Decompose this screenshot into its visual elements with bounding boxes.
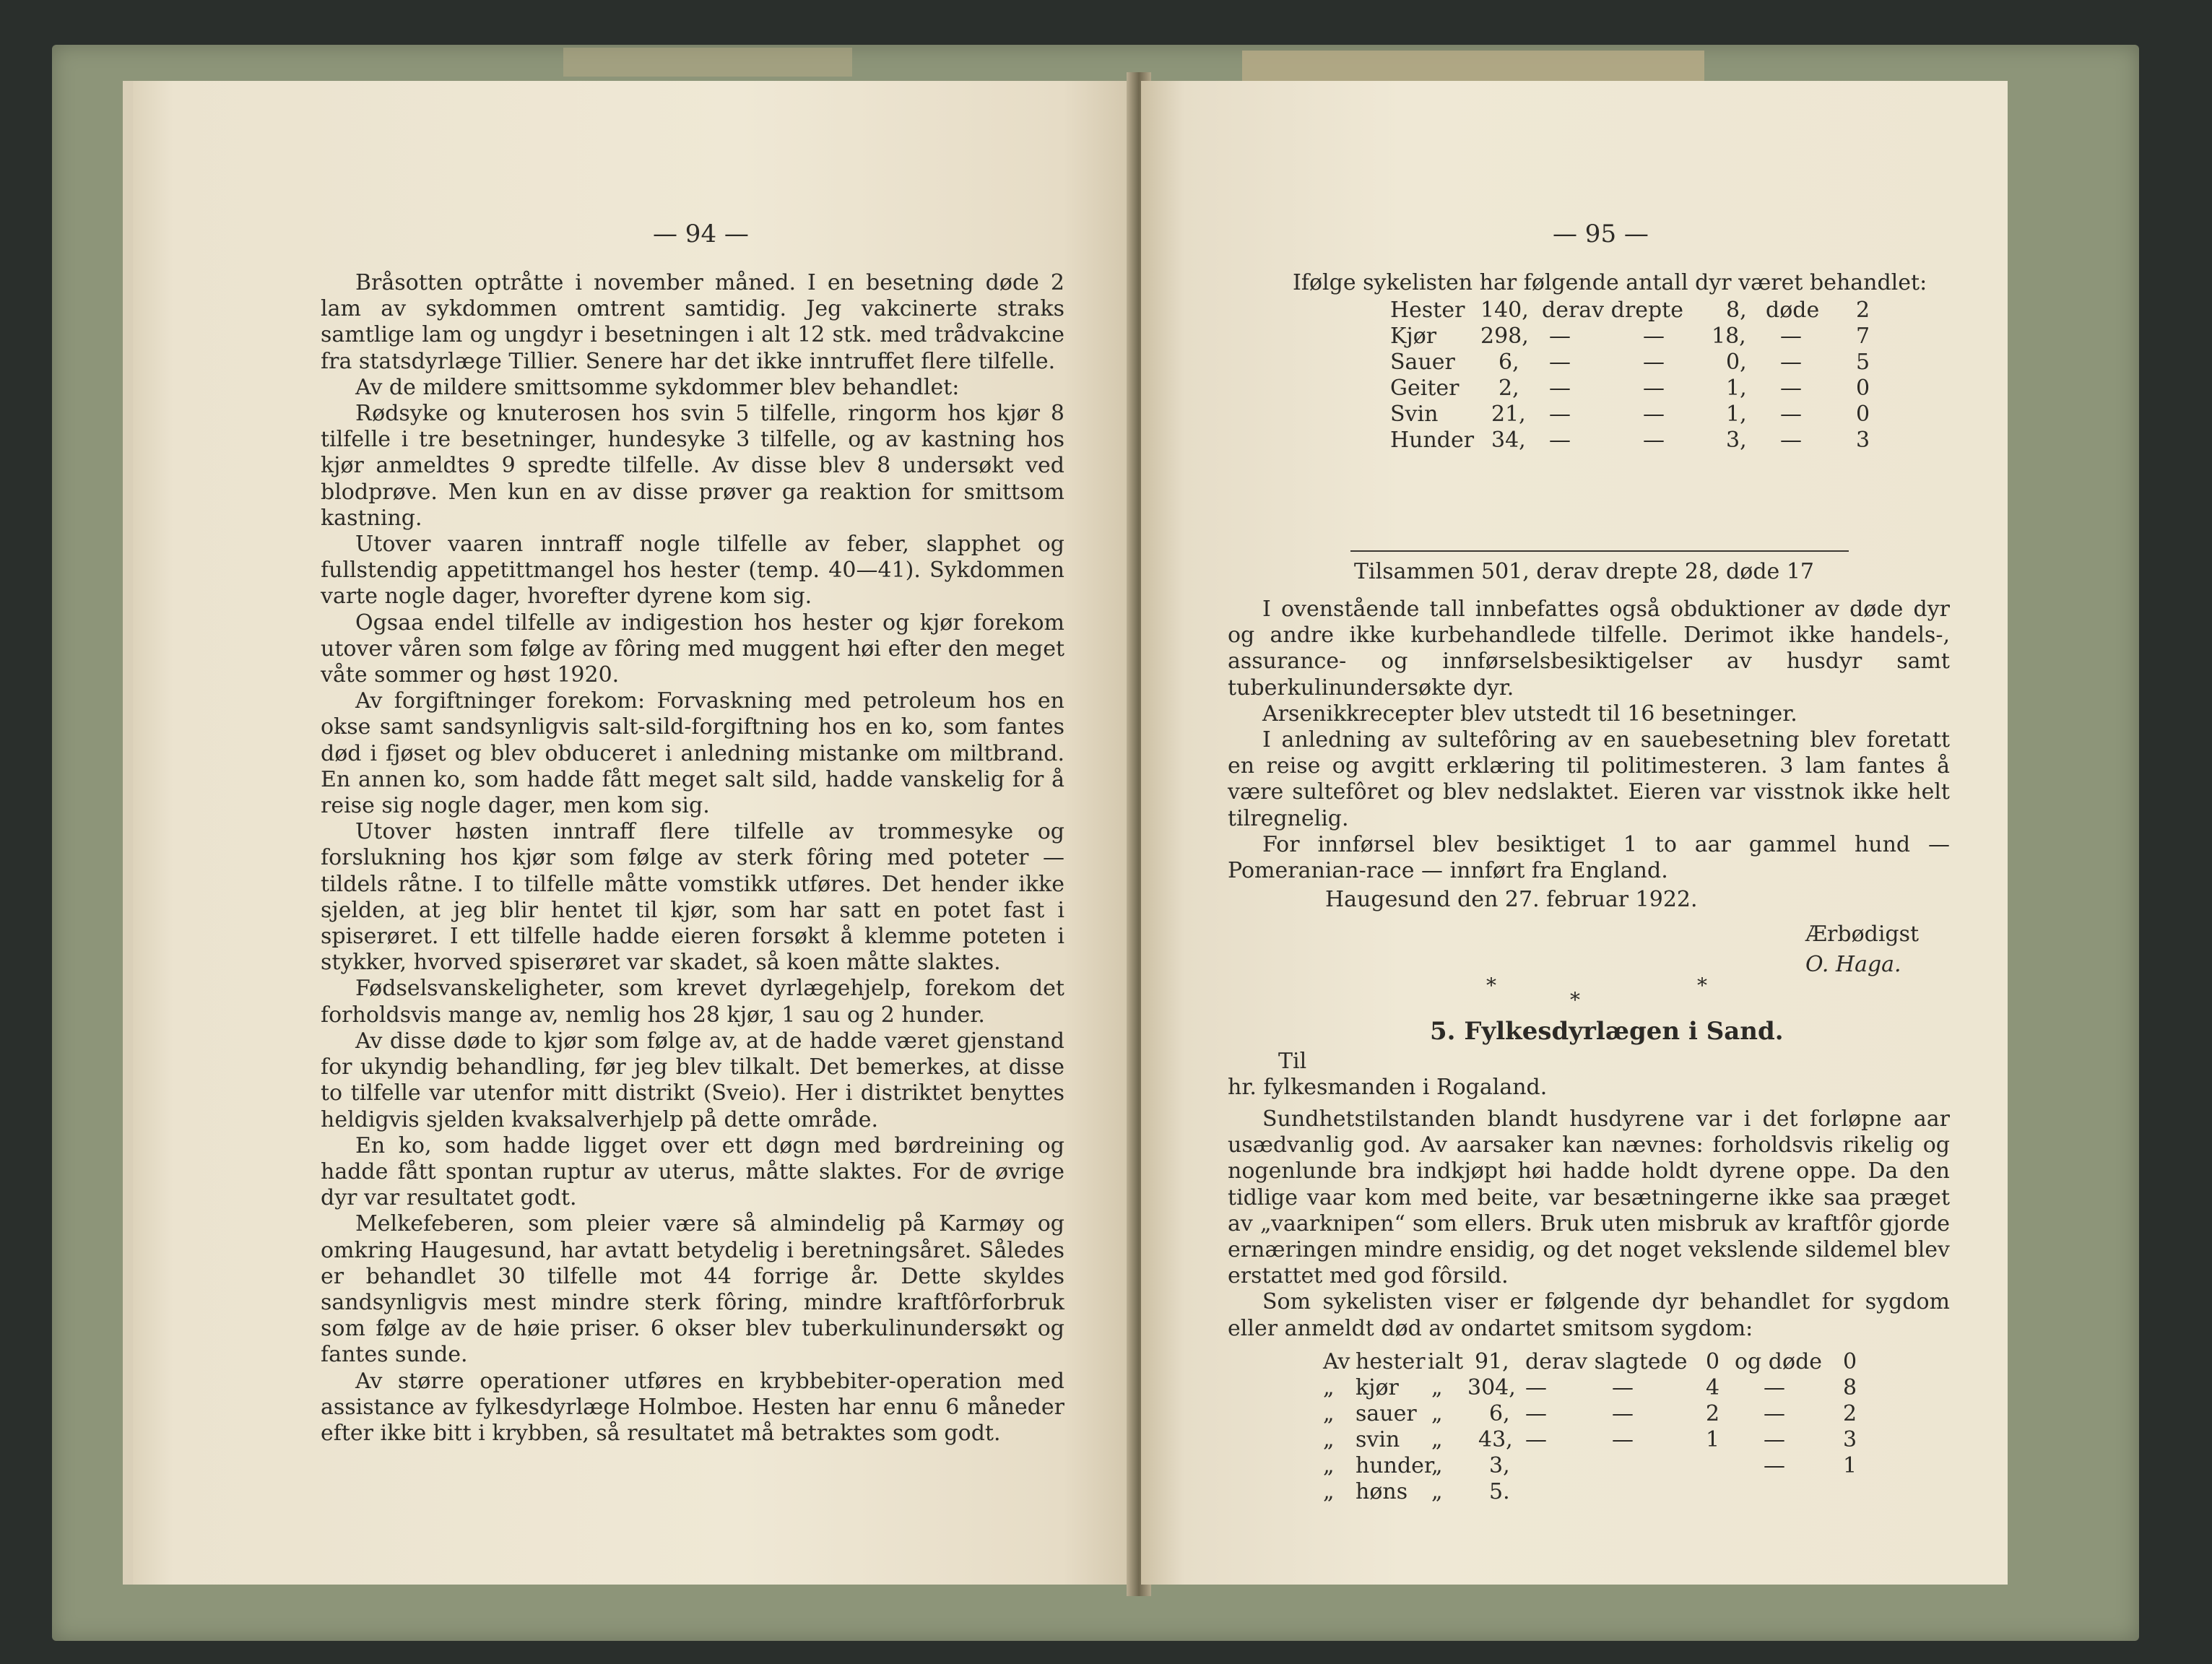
table-cell: Geiter (1390, 376, 1460, 401)
table-cell: — (1780, 402, 1802, 427)
page-number: — 94 — (653, 220, 749, 248)
table-cell: 0 (1843, 1349, 1857, 1374)
table-cell: 2 (1843, 1401, 1857, 1426)
table-cell: døde (1766, 298, 1820, 323)
table-row (1323, 1479, 1872, 1505)
page-number: — 95 — (1553, 220, 1649, 248)
paragraph: For innførsel blev besiktiget 1 to aar gammel hund — Pomeranian-race — innført fra England. (1228, 831, 1950, 884)
binding-tape (1242, 51, 1704, 85)
table-cell: 2 (1706, 1401, 1720, 1426)
table-cell: — (1780, 376, 1802, 401)
table-cell: Sauer (1390, 350, 1455, 375)
table-row (1390, 402, 1910, 428)
table-cell: derav slagtede (1525, 1349, 1688, 1374)
table-cell: ialt (1428, 1349, 1464, 1374)
table-cell: og døde (1735, 1349, 1823, 1374)
table-cell: „ (1323, 1375, 1335, 1400)
salutation: Til (1278, 1049, 1307, 1074)
table-cell: 0 (1856, 402, 1870, 427)
table-cell: 4 (1706, 1375, 1720, 1400)
table-cell: — (1764, 1453, 1785, 1478)
table-cell: 1, (1726, 402, 1747, 427)
table-cell: 3, (1489, 1453, 1510, 1478)
table-cell: „ (1431, 1453, 1443, 1478)
table-cell: — (1780, 350, 1802, 375)
table-cell: 1 (1706, 1427, 1720, 1452)
table-cell: 8 (1843, 1375, 1857, 1400)
right-page-body-2 (1228, 1106, 1950, 1342)
paragraph: Av de mildere smittsomme sykdommer blev behandlet: (355, 374, 960, 400)
right-page-body-1 (1228, 597, 1950, 884)
paragraph: Utover høsten inntraff flere tilfelle av trommesyke og forslukning hos kjør som følge av sterk fôring med poteter — tildels råtne. I to tilfelle måtte vomstikk utføres. Det hender ikke sjelden, at jeg blir hentet til kjør, som har satt en potet fast i spiserøret. I ett tilfelle hadde eieren forsøkt å klemme poteten i stykker, hvorved spiserøret var skadet, så koen måtte slaktes. (321, 819, 1064, 976)
table-row (1390, 428, 1910, 454)
table-cell: svin (1356, 1427, 1400, 1452)
table-cell: 6, (1498, 350, 1519, 375)
table-cell: — (1549, 350, 1571, 375)
table-cell: 304, (1467, 1375, 1516, 1400)
table-cell: 8, (1726, 298, 1747, 323)
paragraph: I anledning av sultefôring av en sauebesetning blev foretatt en reise og avgitt erklæring til politimesteren. 3 lam fantes å være sultefôret og blev nedslaktet. Eieren var visstnok ikke helt tilregnelig. (1228, 727, 1950, 831)
table-cell: 3, (1726, 428, 1747, 453)
table-cell: — (1643, 350, 1665, 375)
paragraph: Av større operationer utføres en krybbebiter-operation med assistance av fylkesdyrlæge Holmboe. Hesten har ennu 6 måneder efter ikke bitt i krybben, så resultatet må betraktes som godt. (321, 1368, 1064, 1446)
table-cell: 0 (1706, 1349, 1720, 1374)
table-cell: 2, (1498, 376, 1519, 401)
table-cell: „ (1323, 1479, 1335, 1504)
paragraph: Av forgiftninger forekom: Forvaskning med petroleum hos en okse samt sandsynligvis salt-sild-forgiftning hos en ko, som fantes død i fjøset og blev obduceret i anledning mistanke om miltbrand. En annen ko, som hadde fått meget salt sild, hadde vanskelig for å reise sig nogle dager, men kom sig. (321, 688, 1064, 819)
table-cell: „ (1431, 1375, 1443, 1400)
paragraph: Som sykelisten viser er følgende dyr behandlet for sygdom eller anmeldt død av ondartet smitsom sygdom: (1228, 1289, 1950, 1341)
table-cell: derav drepte (1542, 298, 1683, 323)
table-cell: høns (1356, 1479, 1408, 1504)
table-cell: — (1525, 1375, 1547, 1400)
table-cell: — (1612, 1427, 1634, 1452)
table-cell: „ (1431, 1479, 1443, 1504)
table-row (1323, 1427, 1872, 1453)
table-cell: — (1549, 428, 1571, 453)
signature: O. Haga. (1805, 952, 1901, 977)
star: * (1570, 988, 1580, 1012)
sick-animals-table (1323, 1349, 1872, 1505)
animals-treated-table (1390, 298, 1910, 454)
total-rule (1350, 550, 1849, 552)
right-page (1141, 81, 2008, 1585)
table-cell: „ (1323, 1427, 1335, 1452)
table-cell: kjør (1356, 1375, 1399, 1400)
table-cell: Svin (1390, 402, 1439, 427)
table-cell: 34, (1491, 428, 1526, 453)
table-cell: — (1780, 324, 1802, 349)
table-cell: 6, (1489, 1401, 1510, 1426)
table-row (1323, 1349, 1872, 1375)
intro-line: Ifølge sykelisten har følgende antall dyr været behandlet: (1293, 270, 1927, 295)
table-row (1390, 376, 1910, 402)
table-cell: 0 (1856, 376, 1870, 401)
table-cell: — (1643, 428, 1665, 453)
table-cell: — (1549, 376, 1571, 401)
table-row (1323, 1453, 1872, 1479)
paragraph: Rødsyke og knuterosen hos svin 5 tilfelle, ringorm hos kjør 8 tilfelle i tre besetninger, hundesyke 3 tilfelle, og av kastning hos kjør anmeldtes 9 spredte tilfelle. Av disse blev 8 undersøkt ved blodprøve. Men kun en av disse prøver ga reaktion for smittsom kastning. (321, 401, 1064, 531)
paragraph: Av disse døde to kjør som følge av, at de hadde været gjenstand for ukyndig behandling, før jeg blev tilkalt. Det bemerkes, at disse to tilfelle var utenfor mitt distrikt (Sveio). Her i distriktet benyttes heldigvis sjelden kvaksalverhjelp på dette område. (321, 1028, 1064, 1132)
table-row (1390, 298, 1910, 324)
table-cell: 298, (1480, 324, 1529, 349)
table-cell: — (1525, 1427, 1547, 1452)
paragraph: Ogsaa endel tilfelle av indigestion hos hester og kjør forekom utover våren som følge av fôring med muggent høi efter den meget våte sommer og høst 1920. (321, 610, 1064, 688)
star: * (1486, 974, 1496, 997)
table-cell: 0, (1726, 350, 1747, 375)
table-cell: 18, (1712, 324, 1746, 349)
table-row (1323, 1401, 1872, 1427)
table-cell: — (1764, 1427, 1785, 1452)
table-cell: — (1549, 324, 1571, 349)
table-cell: — (1612, 1375, 1634, 1400)
table-row (1323, 1375, 1872, 1401)
table-cell: 21, (1491, 402, 1526, 427)
table-cell: 1 (1843, 1453, 1857, 1478)
paragraph: Bråsotten optråtte i november måned. I en besetning døde 2 lam av sykdommen omtrent samtidig. Jeg vakcinerte straks samtlige lam og ungdyr i besetningen i alt 12 stk. med trådvakcine fra statsdyrlæge Tillier. Senere har det ikke inntruffet flere tilfelle. (321, 270, 1064, 374)
table-cell: — (1525, 1401, 1547, 1426)
table-cell: hester (1356, 1349, 1426, 1374)
closing: Ærbødigst (1805, 922, 1920, 947)
binding-tape (563, 48, 852, 77)
table-cell: 3 (1843, 1427, 1857, 1452)
paragraph: En ko, som hadde ligget over ett døgn med børdreining og hadde fått spontan ruptur av uterus, måtte slaktes. For de øvrige dyr var resultatet godt. (321, 1132, 1064, 1211)
section-heading: 5. Fylkesdyrlægen i Sand. (1430, 1017, 1784, 1046)
table-cell: — (1764, 1375, 1785, 1400)
table-cell: — (1643, 324, 1665, 349)
table-cell: 3 (1856, 428, 1870, 453)
paragraph: Fødselsvanskeligheter, som krevet dyrlægehjelp, forekom det forholdsvis mange av, nemlig hos 28 kjør, 1 sau og 2 hunder. (321, 976, 1064, 1028)
left-page-body (321, 270, 1064, 1447)
paragraph: I ovenstående tall innbefattes også obduktioner av døde dyr og andre ikke kurbehandlede tilfelle. Derimot ikke handels-, assurance- og innførselsbesiktigelser av husdyr samt tuberkulinundersøkte dyr. (1228, 597, 1950, 701)
addressee: hr. fylkesmanden i Rogaland. (1228, 1075, 1548, 1100)
table-cell: „ (1323, 1401, 1335, 1426)
table-cell: 140, (1480, 298, 1529, 323)
total-line: Tilsammen 501, derav drepte 28, døde 17 (1354, 559, 1815, 584)
table-cell: 7 (1856, 324, 1870, 349)
table-cell: „ (1431, 1401, 1443, 1426)
table-cell: Kjør (1390, 324, 1437, 349)
table-cell: — (1764, 1401, 1785, 1426)
star: * (1697, 974, 1707, 997)
table-cell: — (1643, 402, 1665, 427)
paragraph: Arsenikkrecepter blev utstedt til 16 besetninger. (1262, 701, 1797, 727)
table-row (1390, 350, 1910, 376)
table-cell: „ (1431, 1427, 1443, 1452)
table-row (1390, 324, 1910, 350)
table-cell: 91, (1475, 1349, 1509, 1374)
table-cell: 1, (1726, 376, 1747, 401)
table-cell: — (1780, 428, 1802, 453)
table-cell: Hester (1390, 298, 1465, 323)
table-cell: Hunder (1390, 428, 1475, 453)
table-cell: Av (1323, 1349, 1350, 1374)
paragraph: Sundhetstilstanden blandt husdyrene var i det forløpne aar usædvanlig god. Av aarsaker kan nævnes: forholdsvis rikelig og nogenlunde bra indkjøpt høi hadde holdt dyrene oppe. Da den tidlige vaar kom med beite, var besætningerne ikke saa præget av „vaarknipen“ som ellers. Bruk uten misbruk av kraftfôr gjorde ernæringen mindre ensidig, og det noget vekslende sildemel blev erstattet med god fôrsild. (1228, 1106, 1950, 1289)
table-cell: sauer (1356, 1401, 1417, 1426)
table-cell: — (1612, 1401, 1634, 1426)
table-cell: „ (1323, 1453, 1335, 1478)
table-cell: 2 (1856, 298, 1870, 323)
paragraph: Utover vaaren inntraff nogle tilfelle av feber, slapphet og fullstendig appetittmangel hos hester (temp. 40—41). Sykdommen varte nogle dager, hvorefter dyrene kom sig. (321, 532, 1064, 610)
table-cell: 43, (1478, 1427, 1513, 1452)
table-cell: 5. (1489, 1479, 1510, 1504)
table-cell: hunder (1356, 1453, 1435, 1478)
place-date: Haugesund den 27. februar 1922. (1325, 887, 1698, 912)
table-cell: — (1643, 376, 1665, 401)
table-cell: 5 (1856, 350, 1870, 375)
paragraph: Melkefeberen, som pleier være så almindelig på Karmøy og omkring Haugesund, har avtatt betydelig i beretningsåret. Således er behandlet 30 tilfelle mot 44 forrige år. Dette skyldes sandsynligvis mest mindre sterk fôring, mindre kraftfôrforbruk som følge av de høie priser. 6 okser blev tuberkulinundersøkt og fantes sunde. (321, 1211, 1064, 1368)
left-page (123, 81, 1144, 1585)
table-cell: — (1549, 402, 1571, 427)
